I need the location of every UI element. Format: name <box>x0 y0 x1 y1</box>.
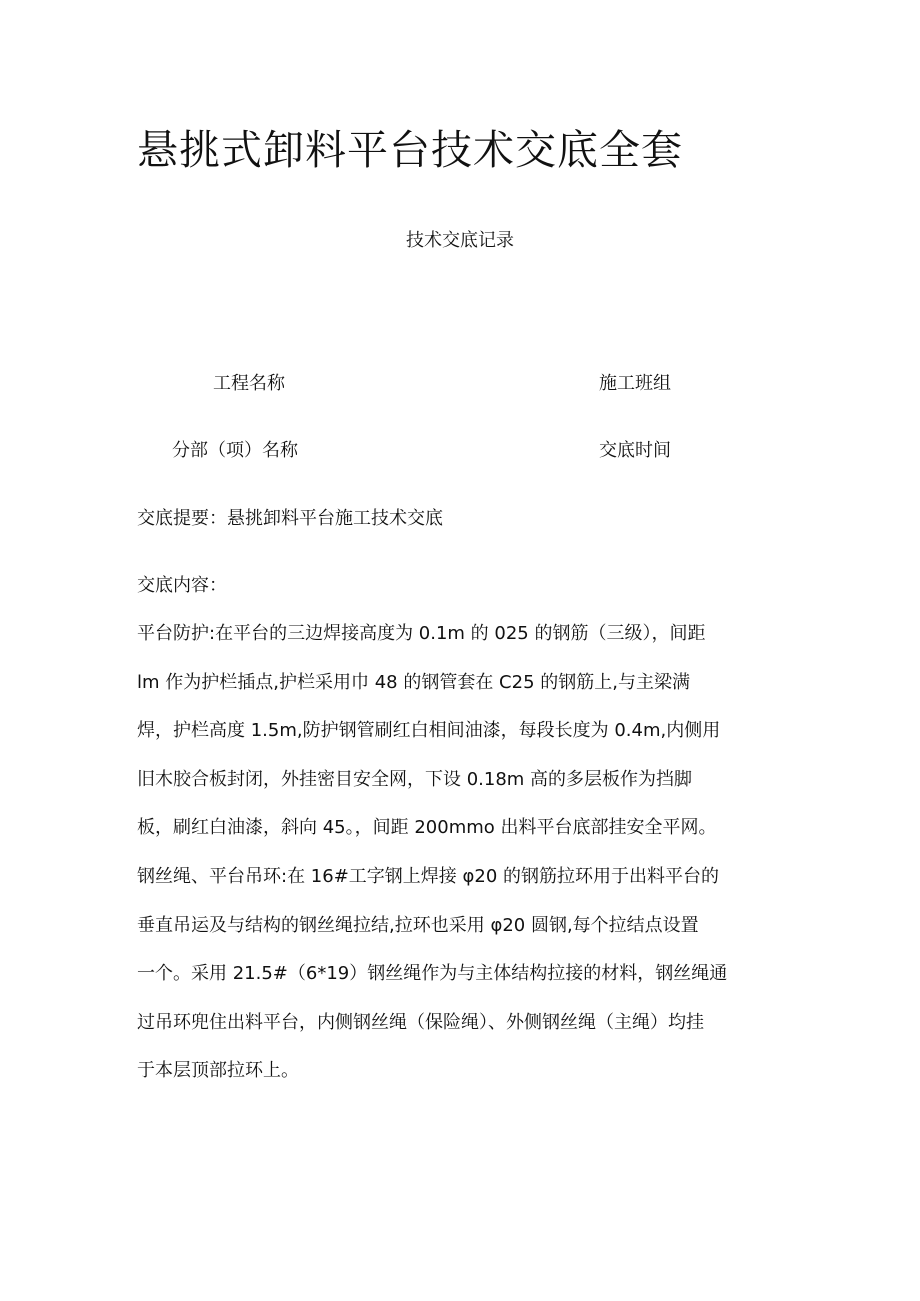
body-text <box>137 621 797 1107</box>
document-subtitle: 技术交底记录 <box>406 230 514 251</box>
body-line: 一个。采用 21.5#（6*19）钢丝绳作为与主体结构拉接的材料，钢丝绳通 <box>137 963 728 985</box>
body-line: 于本层顶部拉环上。 <box>137 1060 299 1082</box>
body-line: 旧木胶合板封闭，外挂密目安全网，下设 0.18m 高的多层板作为挡脚 <box>137 768 693 790</box>
body-line: lm 作为护栏插点,护栏采用巾 48 的钢管套在 C25 的钢筋上,与主梁满 <box>137 671 690 693</box>
body-line: 钢丝绳、平台吊环:在 16#工字钢上焊接 φ20 的钢筋拉环用于出料平台的 <box>137 865 719 887</box>
body-line: 焊，护栏高度 1.5m,防护钢管刷红白相间油漆，每段长度为 0.4m,内侧用 <box>137 720 721 742</box>
document-title: 悬挑式卸料平台技术交底全套 <box>137 126 683 174</box>
body-line: 板，刷红白油漆，斜向 45。，间距 200mmo 出料平台底部挂安全平网。 <box>137 817 717 839</box>
body-line: 平台防护:在平台的三边焊接高度为 0.1m 的 025 的钢筋（三级），间距 <box>137 623 706 644</box>
handover-time-label: 交底时间 <box>599 440 671 461</box>
project-name-label: 工程名称 <box>213 373 285 394</box>
construction-team-label: 施工班组 <box>599 373 671 394</box>
body-line: 垂直吊运及与结构的钢丝绳拉结,拉环也采用 φ20 圆钢,每个拉结点设置 <box>137 914 699 936</box>
body-line: 过吊环兜住出料平台，内侧钢丝绳（保险绳）、外侧钢丝绳（主绳）均挂 <box>137 1011 704 1033</box>
subproject-name-label: 分部（项）名称 <box>172 440 298 461</box>
handover-summary: 交底提要：悬挑卸料平台施工技术交底 <box>137 508 443 529</box>
content-label: 交底内容： <box>137 575 227 596</box>
